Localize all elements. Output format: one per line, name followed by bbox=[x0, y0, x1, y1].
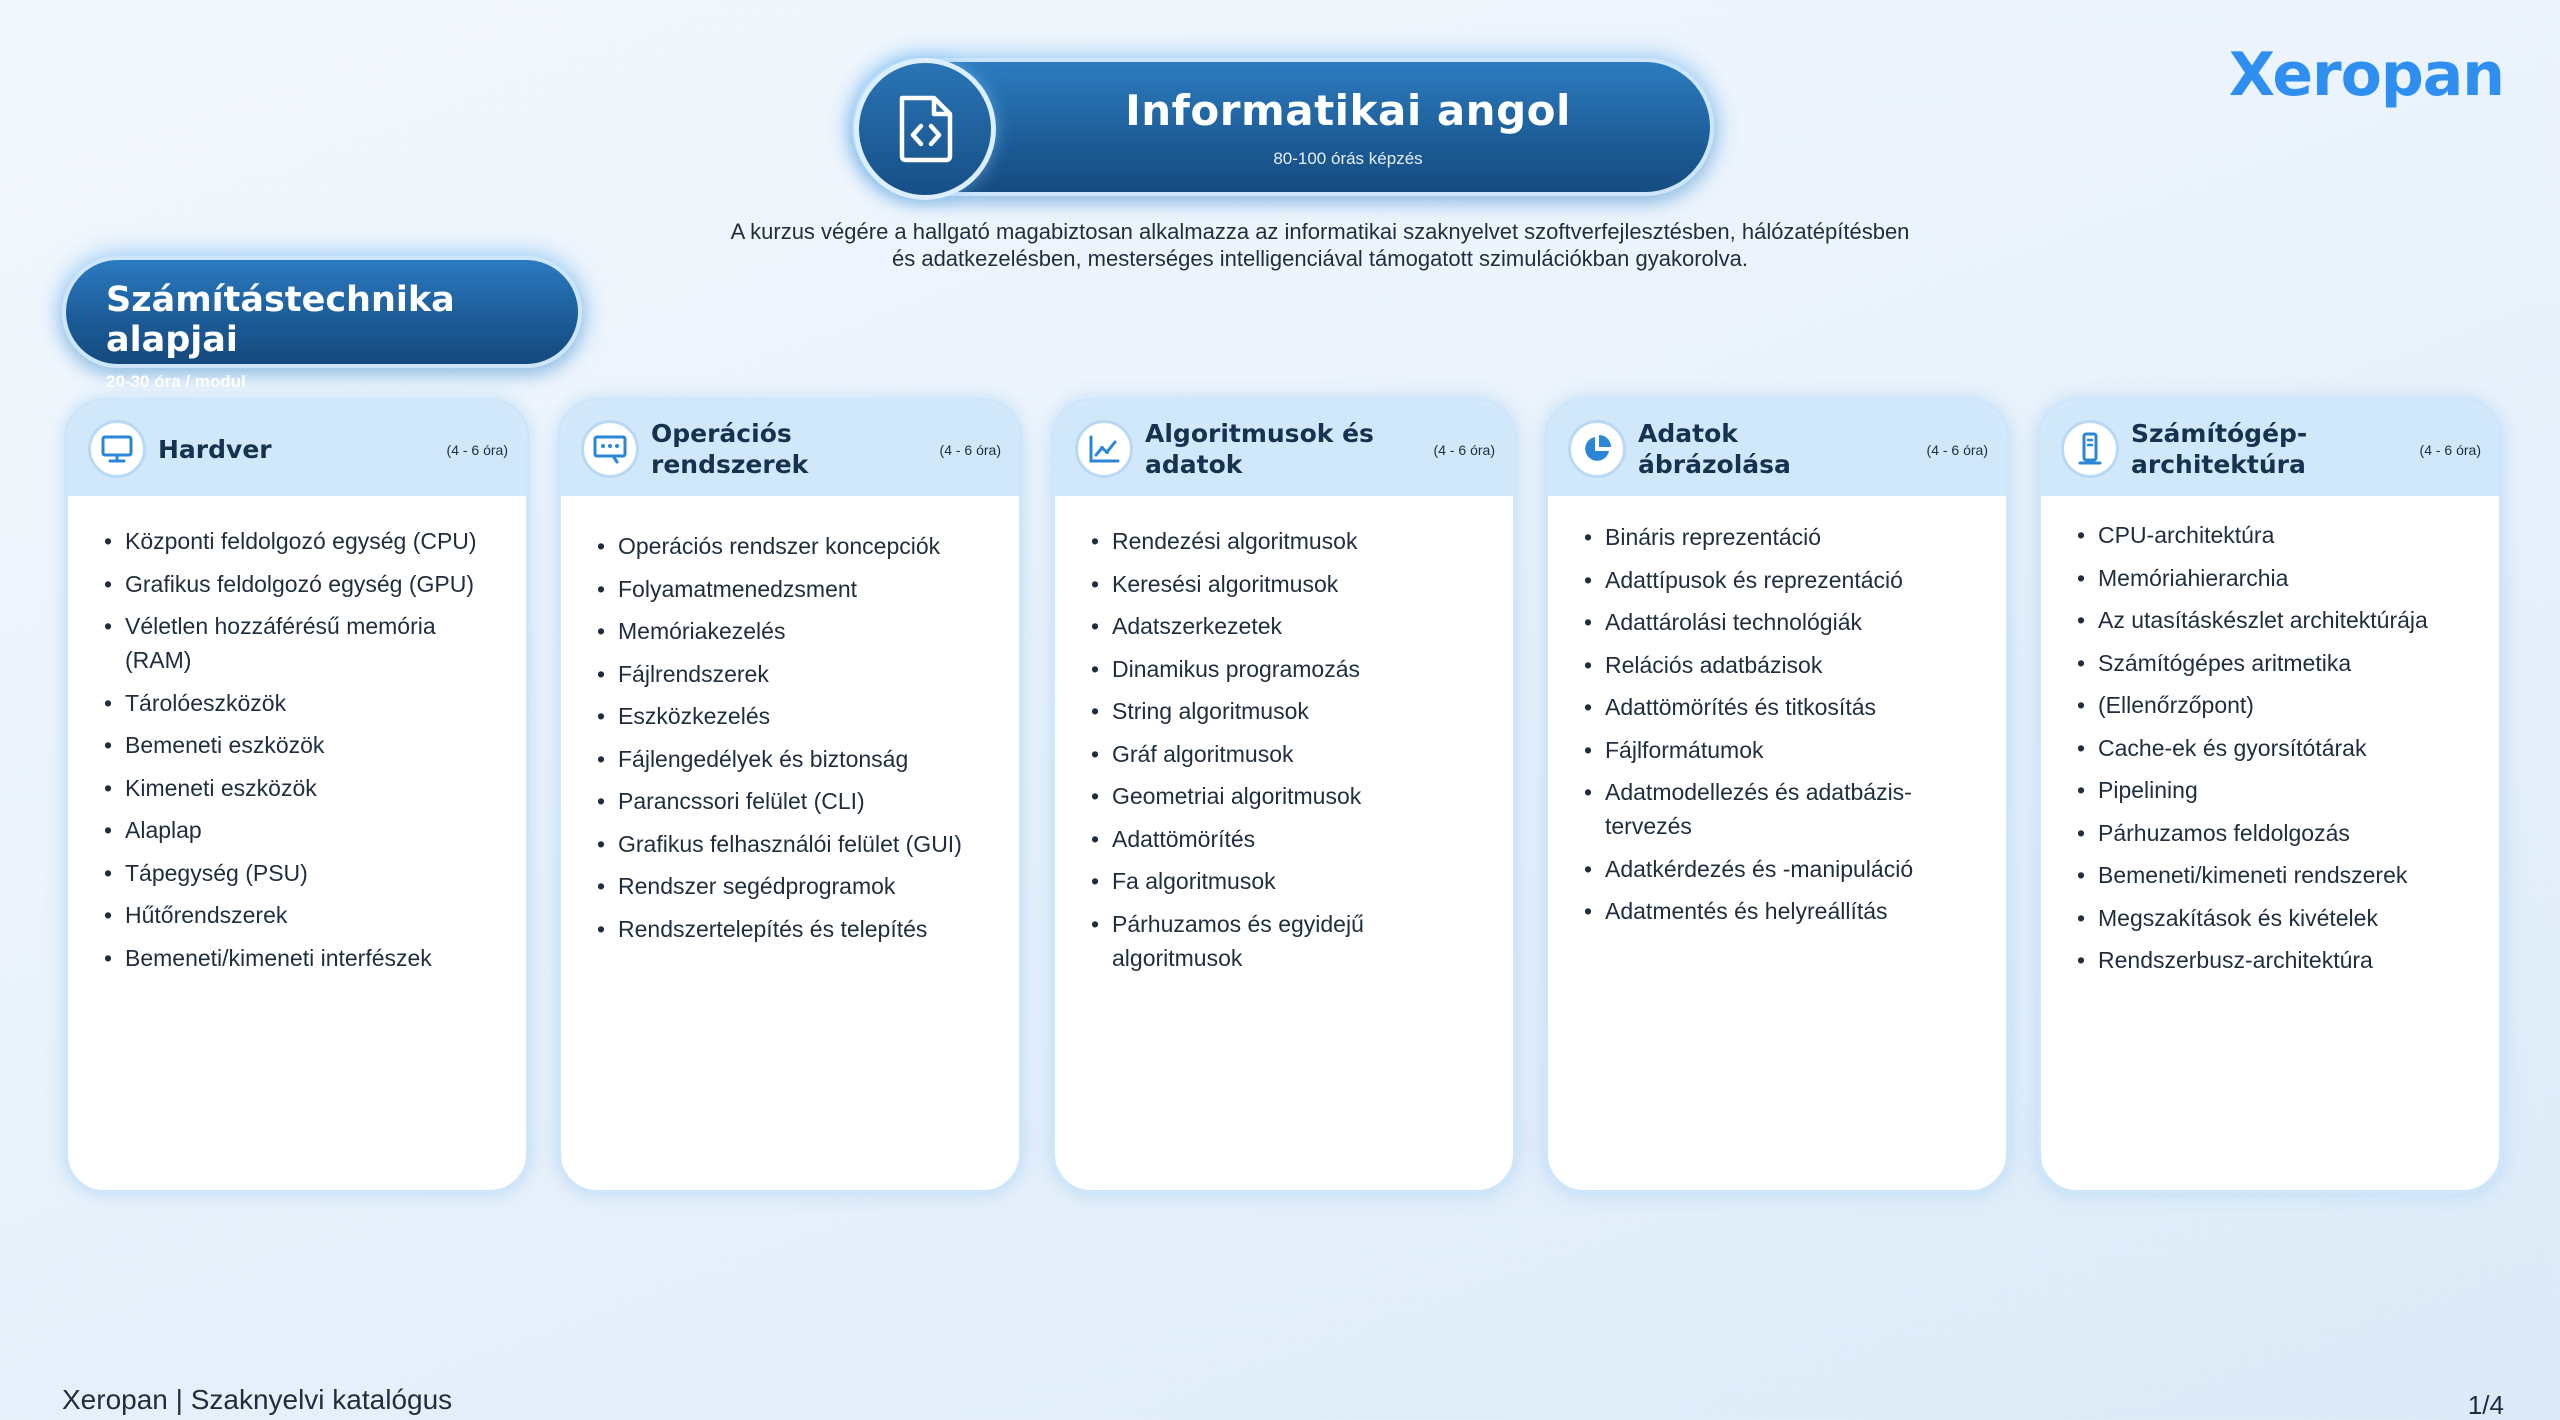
list-item: • Grafikus felhasználói felület (GUI) bbox=[597, 827, 999, 861]
monitor-icon bbox=[101, 434, 133, 464]
server-tower-icon bbox=[2075, 432, 2105, 466]
list-item: • Adattípusok és reprezentáció bbox=[1584, 563, 1986, 597]
card-header bbox=[2041, 402, 2499, 496]
topic-list bbox=[1548, 496, 2006, 928]
list-item: • Geometriai algoritmusok bbox=[1091, 779, 1493, 813]
list-item: • Adatmodellezés és adatbázis-tervezés bbox=[1584, 775, 1944, 843]
topic-list bbox=[2041, 496, 2499, 977]
topic-card-algoritmusok-es-adatok bbox=[1051, 398, 1517, 1194]
module-pill bbox=[62, 256, 582, 391]
list-item: • (Ellenőrzőpont) bbox=[2077, 688, 2479, 722]
card-hours: (4 - 6 óra) bbox=[1926, 442, 1988, 458]
topic-list bbox=[68, 496, 526, 975]
xeropan-logo: Xeropan bbox=[2228, 40, 2504, 110]
card-header bbox=[1548, 402, 2006, 496]
list-item: • Számítógépes aritmetika bbox=[2077, 646, 2479, 680]
list-item: • Kimeneti eszközök bbox=[104, 771, 506, 805]
list-item: • Alaplap bbox=[104, 813, 506, 847]
course-description bbox=[640, 218, 2000, 272]
list-item: • Fájlengedélyek és biztonság bbox=[597, 742, 999, 776]
list-item: • Dinamikus programozás bbox=[1091, 652, 1493, 686]
list-item: • Cache-ek és gyorsítótárak bbox=[2077, 731, 2479, 765]
card-hours: (4 - 6 óra) bbox=[1433, 442, 1495, 458]
module-title: Számítástechnika alapjai bbox=[106, 280, 455, 360]
list-item: • Megszakítások és kivételek bbox=[2077, 901, 2479, 935]
list-item: • Adattömörítés és titkosítás bbox=[1584, 690, 1986, 724]
list-item: • Az utasításkészlet architektúrája bbox=[2077, 603, 2479, 637]
card-title: Számítógép-architektúra bbox=[2131, 419, 2308, 479]
card-icon-circle bbox=[581, 420, 639, 478]
card-title: Operációs rendszerek bbox=[651, 419, 809, 479]
list-item: • Pipelining bbox=[2077, 773, 2479, 807]
list-item: • Adatmentés és helyreállítás bbox=[1584, 894, 1986, 928]
list-item: • Operációs rendszer koncepciók bbox=[597, 529, 999, 563]
list-item: • Párhuzamos és egyidejű algoritmusok bbox=[1091, 907, 1493, 975]
list-item: • Adattárolási technológiák bbox=[1584, 605, 1986, 639]
topic-list bbox=[561, 496, 1019, 946]
card-hours: (4 - 6 óra) bbox=[2419, 442, 2481, 458]
list-item: • Grafikus feldolgozó egység (GPU) bbox=[104, 567, 506, 601]
topic-card-operacios-rendszerek bbox=[557, 398, 1023, 1194]
list-item: • Memóriahierarchia bbox=[2077, 561, 2479, 595]
course-description-line: A kurzus végére a hallgató magabiztosan alkalmazza az informatikai szaknyelvet szoftverfejlesztésben, hálózatépítésben bbox=[730, 219, 1910, 244]
list-item: • Rendszertelepítés és telepítés bbox=[597, 912, 999, 946]
list-item: • Gráf algoritmusok bbox=[1091, 737, 1493, 771]
card-header bbox=[68, 402, 526, 496]
list-item: • Központi feldolgozó egység (CPU) bbox=[104, 524, 506, 558]
card-icon-circle bbox=[1075, 420, 1133, 478]
list-item: • Adatszerkezetek bbox=[1091, 609, 1493, 643]
card-header bbox=[561, 402, 1019, 496]
list-item: • Tápegység (PSU) bbox=[104, 856, 506, 890]
list-item: • String algoritmusok bbox=[1091, 694, 1493, 728]
list-item: • Memóriakezelés bbox=[597, 614, 999, 648]
list-item: • Rendszer segédprogramok bbox=[597, 869, 999, 903]
page-number: 1/4 bbox=[2467, 1390, 2504, 1420]
card-title: Algoritmusok és adatok bbox=[1145, 419, 1374, 479]
list-item: • Hűtőrendszerek bbox=[104, 898, 506, 932]
code-file-icon bbox=[894, 94, 956, 164]
card-hours: (4 - 6 óra) bbox=[939, 442, 1001, 458]
list-item: • Keresési algoritmusok bbox=[1091, 567, 1493, 601]
card-title: Adatok ábrázolása bbox=[1638, 419, 1791, 479]
list-item: • Rendezési algoritmusok bbox=[1091, 524, 1493, 558]
list-item: • Fájlrendszerek bbox=[597, 657, 999, 691]
course-description-line: és adatkezelésben, mesterséges intelligenciával támogatott szimulációkban gyakorolva. bbox=[891, 246, 1749, 271]
card-header bbox=[1055, 402, 1513, 496]
topic-card-szamitogep-architektura bbox=[2037, 398, 2503, 1194]
list-item: • Fájlformátumok bbox=[1584, 733, 1986, 767]
list-item: • Véletlen hozzáférésű memória (RAM) bbox=[104, 609, 464, 677]
card-title: Hardver bbox=[158, 434, 272, 464]
module-subtitle: 20-30 óra / modul bbox=[106, 372, 246, 391]
list-item: • Adattömörítés bbox=[1091, 822, 1493, 856]
card-icon-circle bbox=[1568, 420, 1626, 478]
list-item: • Fa algoritmusok bbox=[1091, 864, 1493, 898]
list-item: • Tárolóeszközök bbox=[104, 686, 506, 720]
list-item: • Párhuzamos feldolgozás bbox=[2077, 816, 2479, 850]
list-item: • Bináris reprezentáció bbox=[1584, 520, 1986, 554]
list-item: • Bemeneti/kimeneti rendszerek bbox=[2077, 858, 2479, 892]
list-item: • Folyamatmenedzsment bbox=[597, 572, 999, 606]
card-icon-circle bbox=[2061, 420, 2119, 478]
list-item: • Bemeneti/kimeneti interfészek bbox=[104, 941, 506, 975]
card-hours: (4 - 6 óra) bbox=[446, 442, 508, 458]
footer-catalog-label: Xeropan | Szaknyelvi katalógus bbox=[62, 1384, 453, 1415]
window-settings-icon bbox=[593, 434, 627, 464]
list-item: • Parancssori felület (CLI) bbox=[597, 784, 999, 818]
topic-card-hardver bbox=[64, 398, 530, 1194]
code-file-icon-circle bbox=[854, 58, 996, 200]
course-subtitle: 80-100 órás képzés bbox=[1273, 149, 1423, 168]
card-icon-circle bbox=[88, 420, 146, 478]
topic-card-adatok-abrazolasa bbox=[1544, 398, 2010, 1194]
list-item: • Rendszerbusz-architektúra bbox=[2077, 943, 2479, 977]
course-title: Informatikai angol bbox=[1125, 86, 1571, 135]
list-item: • Adatkérdezés és -manipuláció bbox=[1584, 852, 1986, 886]
topic-list bbox=[1055, 496, 1513, 975]
line-chart-icon bbox=[1088, 434, 1120, 464]
list-item: • Relációs adatbázisok bbox=[1584, 648, 1986, 682]
pie-chart-icon bbox=[1581, 433, 1613, 465]
list-item: • CPU-architektúra bbox=[2077, 518, 2479, 552]
course-title-pill bbox=[852, 58, 1714, 196]
list-item: • Eszközkezelés bbox=[597, 699, 999, 733]
list-item: • Bemeneti eszközök bbox=[104, 728, 506, 762]
